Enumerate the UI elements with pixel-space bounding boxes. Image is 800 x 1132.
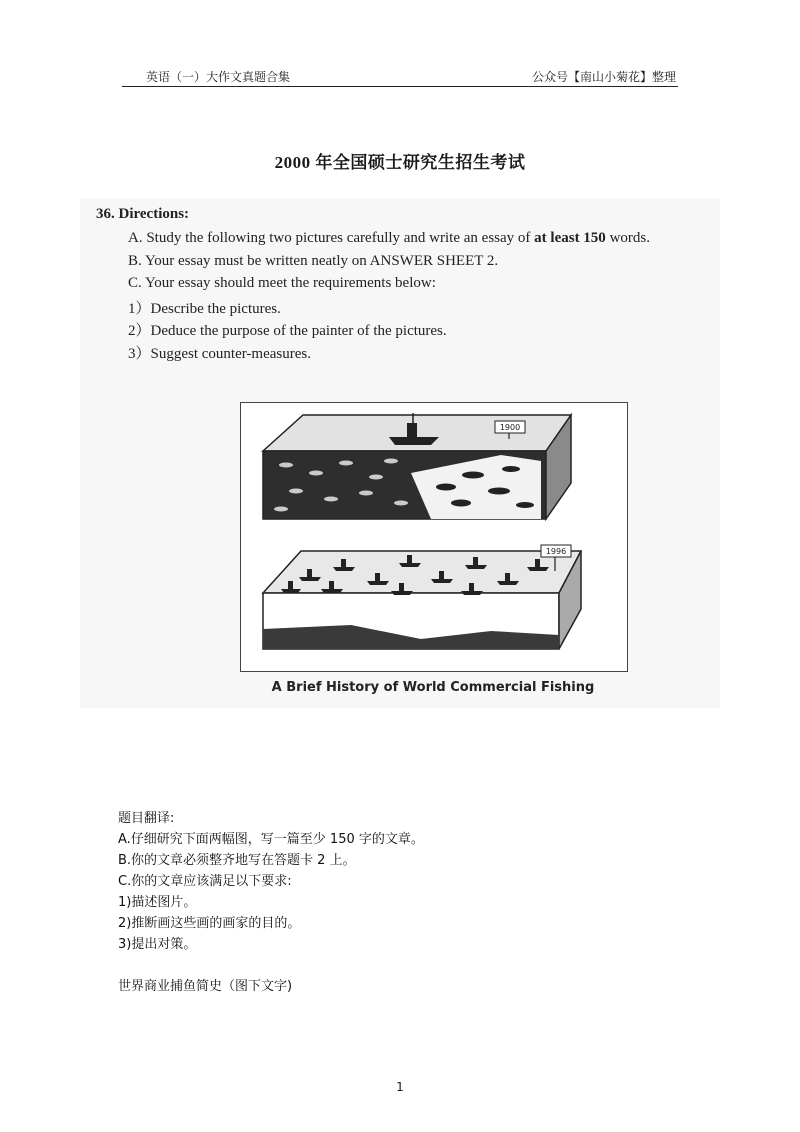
fishing-cartoon-illustration <box>241 403 627 671</box>
header-right-text: 公众号【南山小菊花】整理 <box>531 70 676 84</box>
translation-req-1: 1)描述图片。 <box>118 895 197 910</box>
sign-1900: 1900 <box>499 423 521 432</box>
translation-req-2: 2)推断画这些画的画家的目的。 <box>118 916 301 931</box>
exam-title: 2000 年全国硕士研究生招生考试 <box>274 153 526 172</box>
direction-b: B. Your essay must be written neatly on ANSWER SHEET 2. <box>128 253 499 269</box>
fishing-cartoon-figure <box>240 402 628 672</box>
page-header <box>122 64 678 87</box>
requirement-1: 1）Describe the pictures. <box>128 301 281 317</box>
requirement-2: 2）Deduce the purpose of the painter of the pictures. <box>128 323 447 339</box>
direction-a-emphasis: at least 150 <box>534 230 606 246</box>
translation-req-3: 3)提出对策。 <box>118 937 197 952</box>
translation-a: A.仔细研究下面两幅图，写一篇至少 150 字的文章。 <box>118 832 424 847</box>
header-left-text: 英语（一）大作文真题合集 <box>146 70 291 84</box>
translation-c: C.你的文章应该满足以下要求: <box>118 874 292 889</box>
direction-a: A. Study the following two pictures carefully and write an essay of at least 150 words. <box>128 230 650 246</box>
sign-1996: 1996 <box>545 547 567 556</box>
requirement-3: 3）Suggest counter-measures. <box>128 346 311 362</box>
translation-heading: 题目翻译: <box>118 811 175 826</box>
page-number: 1 <box>396 1080 404 1094</box>
directions-heading: 36. Directions: <box>96 206 190 222</box>
direction-c: C. Your essay should meet the requirements below: <box>128 275 436 291</box>
translation-b: B.你的文章必须整齐地写在答题卡 2 上。 <box>118 853 356 868</box>
caption-translation: 世界商业捕鱼简史（图下文字) <box>118 979 293 994</box>
figure-caption: A Brief History of World Commercial Fishing <box>271 680 595 695</box>
